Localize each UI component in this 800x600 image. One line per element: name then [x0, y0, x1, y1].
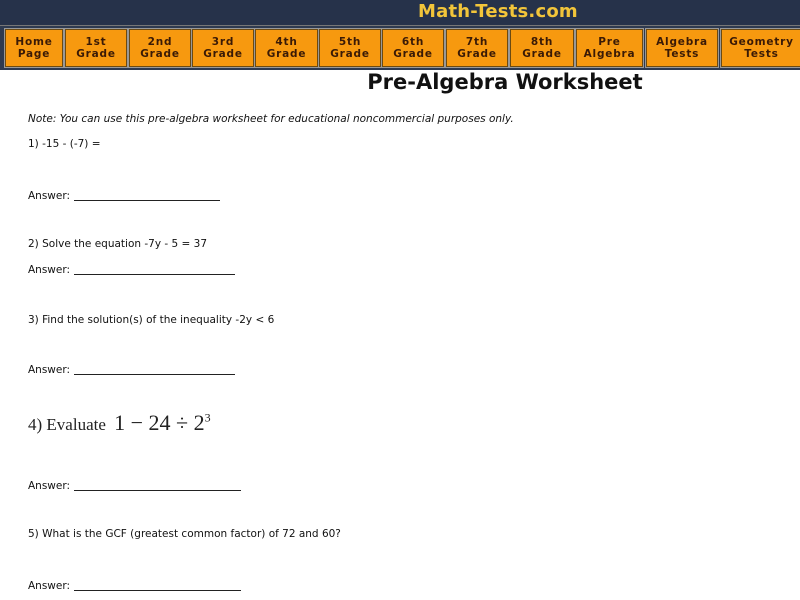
nav-5th-grade[interactable]: 5th Grade	[319, 29, 381, 67]
nav-2nd-grade[interactable]: 2nd Grade	[129, 29, 191, 67]
expression-exponent: 3	[204, 410, 211, 425]
answer-4-input[interactable]	[74, 479, 241, 491]
answer-2	[28, 263, 235, 276]
site-header	[0, 0, 800, 25]
answer-label: Answer:	[28, 480, 71, 492]
answer-2-input[interactable]	[74, 263, 235, 275]
answer-5	[28, 579, 241, 592]
page-title: Pre-Algebra Worksheet	[367, 70, 643, 94]
question-3: 3) Find the solution(s) of the inequality -2y < 6	[28, 314, 275, 326]
nav-4th-grade[interactable]: 4th Grade	[255, 29, 318, 67]
answer-3	[28, 363, 235, 376]
answer-5-input[interactable]	[74, 579, 241, 591]
expression-base: 1 − 24 ÷ 2	[114, 410, 205, 435]
question-4	[28, 410, 211, 436]
answer-label: Answer:	[28, 364, 71, 376]
answer-1	[28, 189, 220, 202]
nav-1st-grade[interactable]: 1st Grade	[65, 29, 127, 67]
nav-3rd-grade[interactable]: 3rd Grade	[192, 29, 254, 67]
nav-7th-grade[interactable]: 7th Grade	[446, 29, 508, 67]
answer-label: Answer:	[28, 264, 71, 276]
question-2: 2) Solve the equation -7y - 5 = 37	[28, 238, 208, 250]
nav-pre-algebra[interactable]: Pre Algebra	[576, 29, 643, 67]
usage-note: Note: You can use this pre-algebra worksheet for educational noncommercial purposes only.	[28, 113, 514, 125]
nav-8th-grade[interactable]: 8th Grade	[510, 29, 574, 67]
question-4-text: 4) Evaluate	[28, 415, 106, 434]
nav-bar	[0, 25, 800, 70]
answer-label: Answer:	[28, 190, 71, 202]
nav-geometry-tests[interactable]: Geometry Tests	[721, 29, 800, 67]
answer-4	[28, 479, 241, 492]
question-5: 5) What is the GCF (greatest common factor) of 72 and 60?	[28, 528, 341, 540]
answer-label: Answer:	[28, 580, 71, 592]
nav-6th-grade[interactable]: 6th Grade	[382, 29, 444, 67]
site-logo[interactable]: Math-Tests.com	[418, 1, 578, 22]
question-1: 1) -15 - (-7) =	[28, 138, 101, 150]
answer-3-input[interactable]	[74, 363, 235, 375]
question-4-expression	[114, 410, 210, 435]
nav-algebra-tests[interactable]: Algebra Tests	[646, 29, 718, 67]
nav-home-page[interactable]: Home Page	[5, 29, 63, 67]
answer-1-input[interactable]	[74, 189, 220, 201]
